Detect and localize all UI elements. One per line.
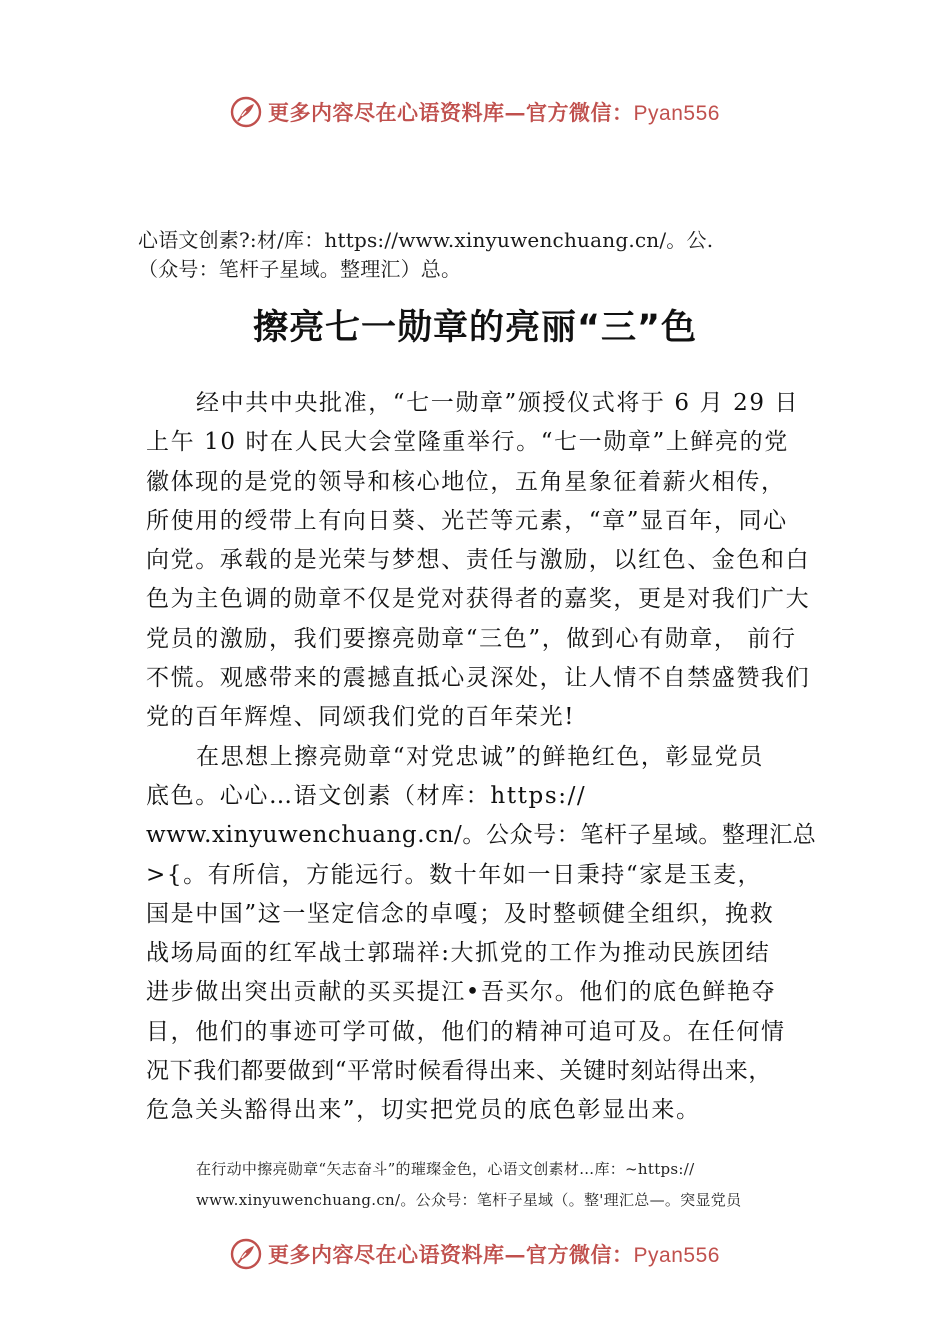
small-print-line: 在行动中擦亮勋章“矢志奋斗”的璀璨金色，心语文创素材…库：~https://	[196, 1160, 695, 1178]
paragraph-line: 所使用的绶带上有向日葵、光芒等元素，“章”显百年，同心	[146, 507, 788, 534]
source-note-line: （众号：笔杆子星域。整理汇）总。	[138, 257, 462, 281]
small-print-line: www.xinyuwenchuang.cn/。公众号：笔杆子星域（。整'理汇总—。突显党员	[196, 1191, 742, 1209]
paragraph-line: www.xinyuwenchuang.cn/。公众号：笔杆子星域。整理汇总	[146, 822, 817, 849]
banner-text	[268, 1239, 720, 1269]
feather-pen-logo-icon	[230, 96, 262, 128]
header-banner	[0, 92, 950, 132]
banner-text	[268, 97, 720, 127]
source-note	[138, 226, 838, 284]
paragraph-line: 色为主色调的勋章不仅是党对获得者的嘉奖，更是对我们广大	[146, 586, 811, 613]
paragraph-line: 不慌。观感带来的震撼直抵心灵深处，让人情不自禁盛赞我们	[146, 665, 811, 692]
paragraph-line: 党员的激励，我们要擦亮勋章“三色”，做到心有勋章， 前行	[146, 625, 797, 652]
banner-wechat-id: Pyan556	[633, 1244, 720, 1267]
paragraph-line: >{。有所信，方能远行。数十年如一日秉持“家是玉麦，	[146, 861, 763, 888]
banner-wechat-id: Pyan556	[633, 102, 720, 125]
paragraph-line: 向党。承载的是光荣与梦想、责任与激励，以红色、金色和白	[146, 547, 811, 574]
source-note-line: 心语文创素?:材/库：https://www.xinyuwenchuang.cn/。公.	[138, 228, 714, 252]
feather-pen-logo-icon	[230, 1238, 262, 1270]
paragraph-line: 底色。心心…语文创素（材库：https://	[146, 782, 587, 809]
footer-banner	[0, 1234, 950, 1274]
paragraph-line: 战场局面的红军战士郭瑞祥:大抓党的工作为推动民族团结	[146, 940, 771, 967]
paragraph-line: 国是中国”这一坚定信念的卓嘎；及时整顿健全组织，挽救	[146, 900, 775, 927]
page-title: 擦亮七一勋章的亮丽“三”色	[252, 308, 697, 348]
paragraph-line: 况下我们都要做到“平常时候看得出来、关键时刻站得出来，	[146, 1058, 772, 1085]
paragraph-line: 危急关头豁得出来”，切实把党员的底色彰显出来。	[146, 1097, 701, 1124]
banner-label: 更多内容尽在心语资料库—官方微信：	[268, 100, 634, 125]
banner-label: 更多内容尽在心语资料库—官方微信：	[268, 1242, 634, 1267]
paragraph-line: 在思想上擦亮勋章“对党忠诚”的鲜艳红色，彰显党员	[196, 743, 764, 770]
paragraph-line: 徽体现的是党的领导和核心地位，五角星象征着薪火相传，	[146, 468, 786, 495]
paragraph-line: 目，他们的事迹可学可做，他们的精神可追可及。在任何情	[146, 1018, 786, 1045]
paragraph-line: 上午 10 时在人民大会堂隆重举行。“七一勋章”上鲜亮的党	[146, 429, 789, 456]
small-print-note	[196, 1154, 816, 1216]
paragraph-line: 经中共中央批准，“七一勋章”颁授仪式将于 6 月 29 日	[196, 390, 800, 416]
article-body	[146, 384, 846, 1131]
paragraph-line: 进步做出突出贡献的买买提江•吾买尔。他们的底色鲜艳夺	[146, 979, 777, 1006]
paragraph-line: 党的百年辉煌、同颂我们党的百年荣光!	[146, 704, 576, 731]
